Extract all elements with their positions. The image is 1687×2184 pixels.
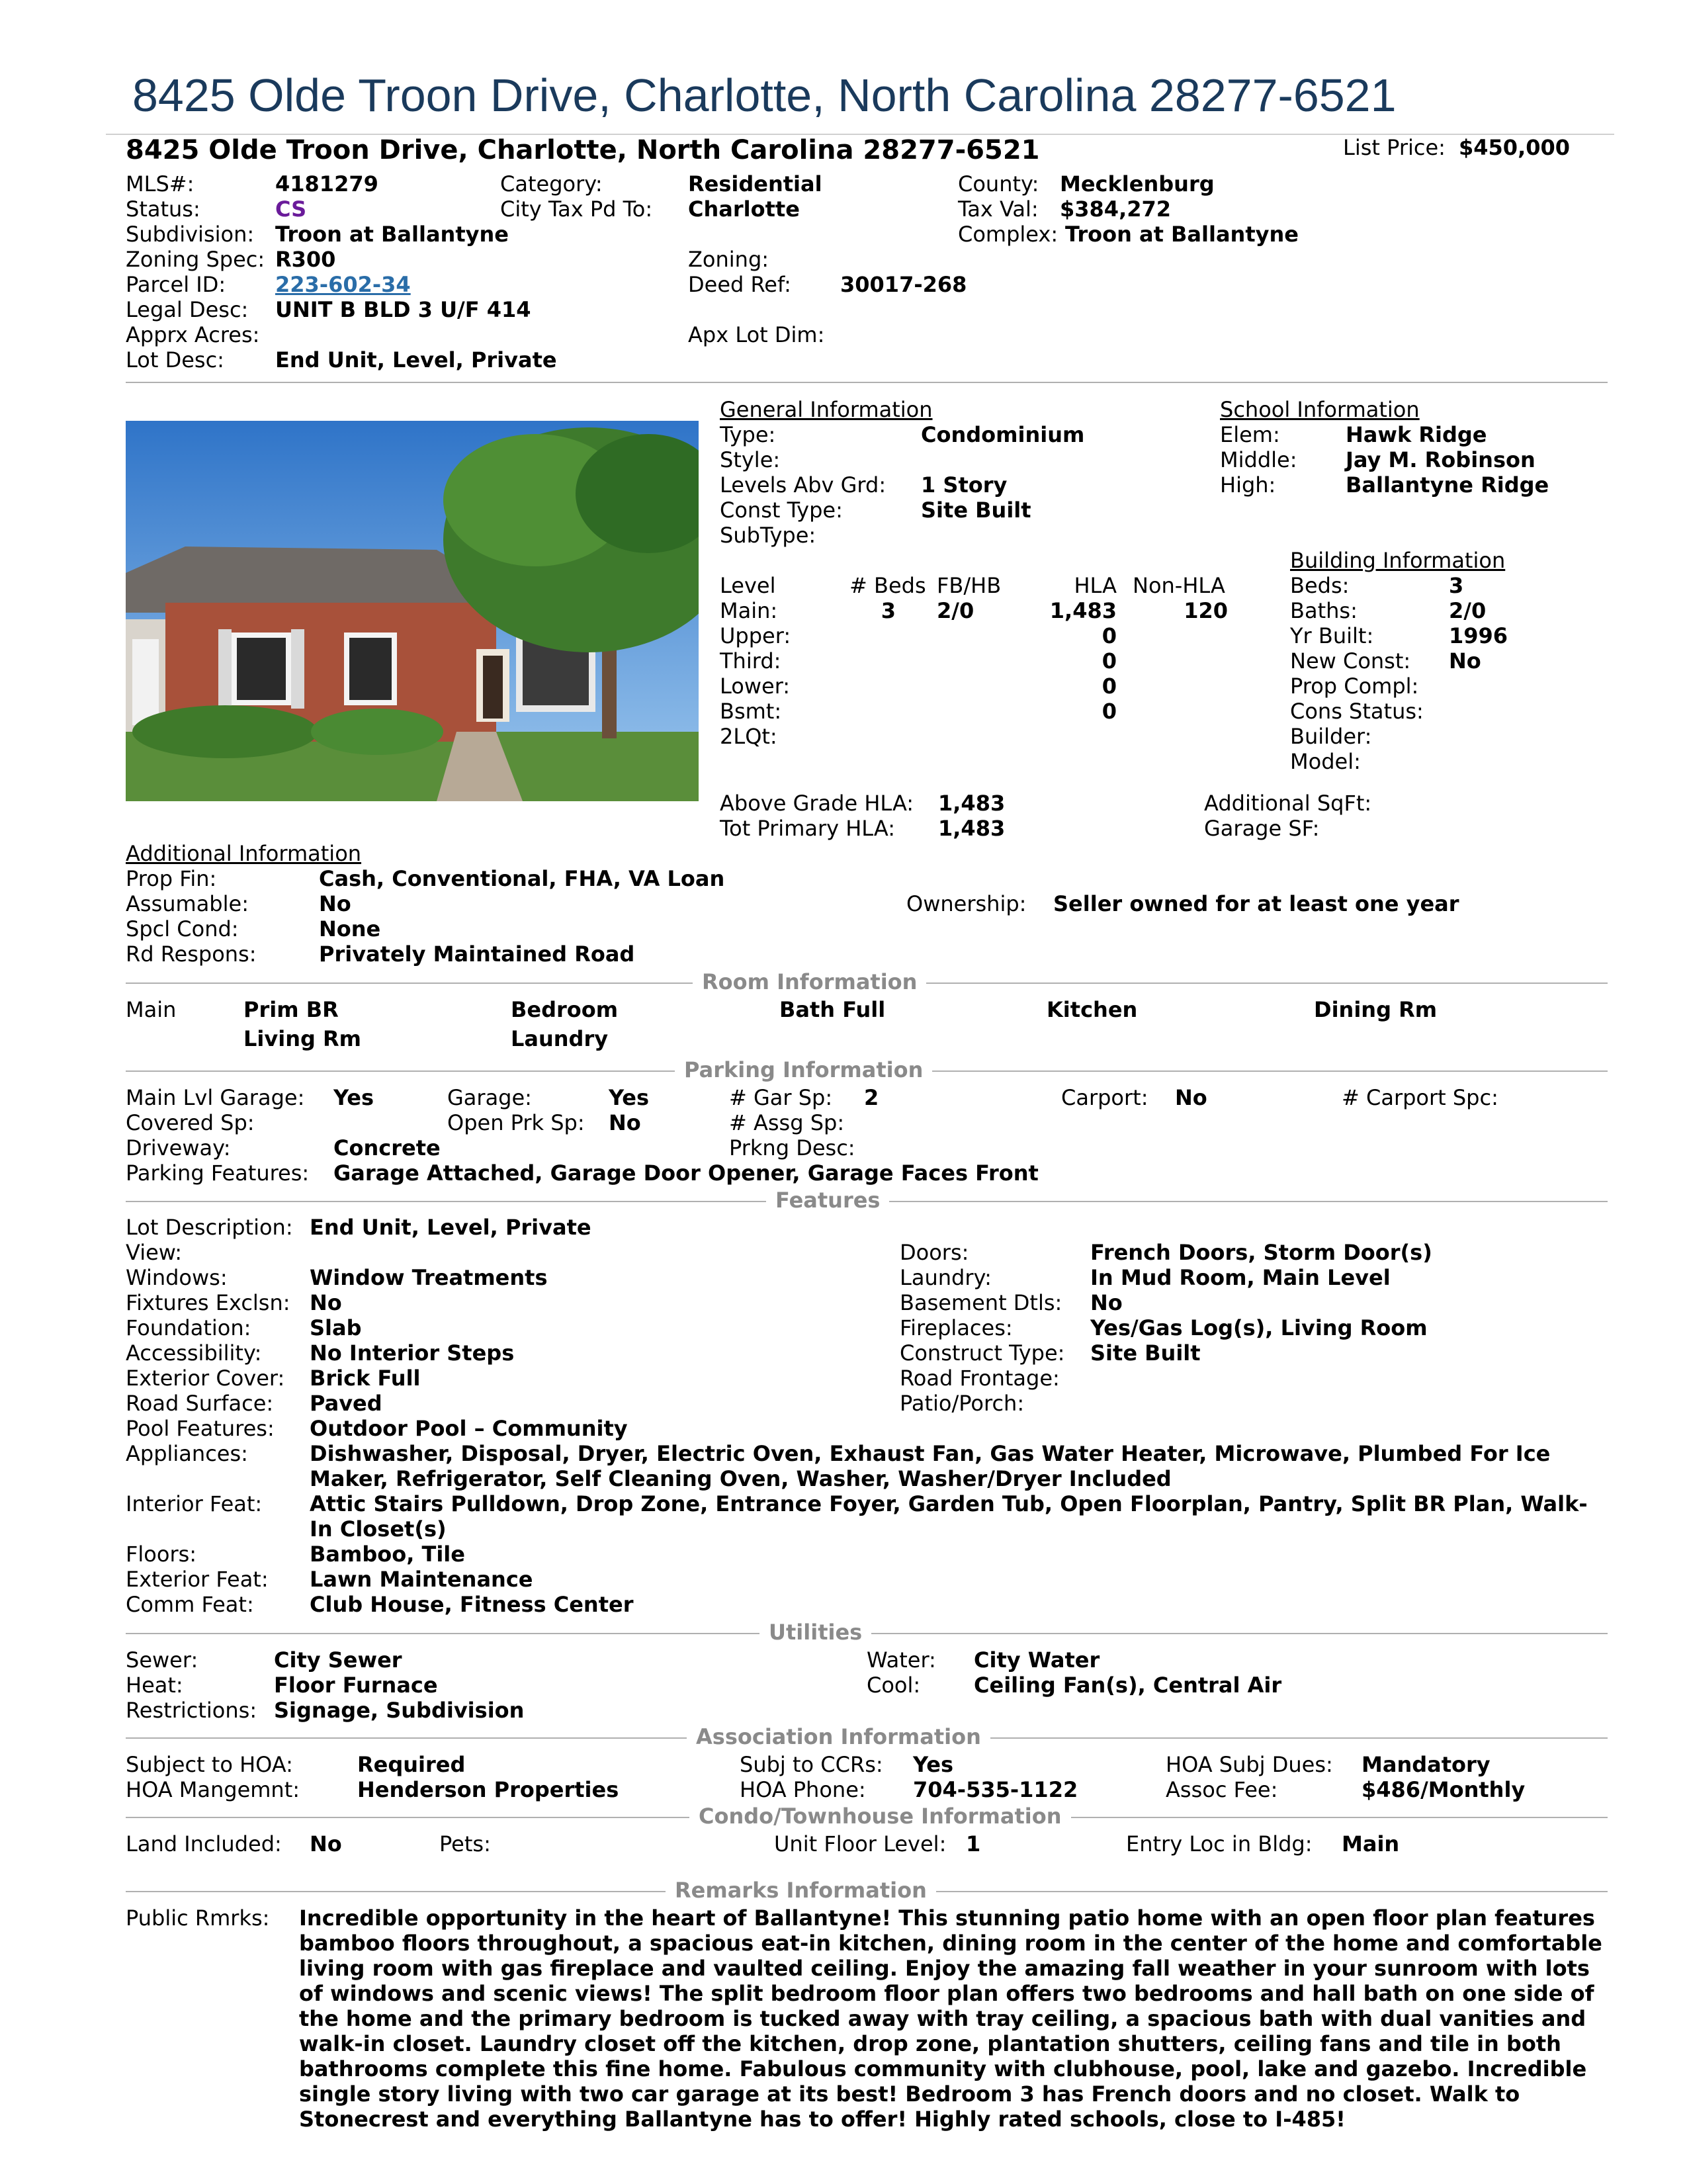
level-row-hla: 0 (1102, 648, 1117, 674)
floors-label: Floors: (126, 1542, 197, 1567)
builder-label: Builder: (1290, 724, 1372, 749)
bldg-baths-label: Baths: (1290, 598, 1358, 623)
high-value: Ballantyne Ridge (1346, 472, 1549, 498)
level-row-beds: 3 (881, 598, 896, 623)
const-type-label: Const Type: (720, 498, 843, 523)
lot-description-value: End Unit, Level, Private (310, 1215, 591, 1240)
level-row-hla: 0 (1102, 623, 1117, 648)
cool-label: Cool: (867, 1673, 921, 1698)
const-type-value: Site Built (921, 498, 1031, 523)
hoa-mgmt-label: HOA Mangemnt: (126, 1777, 300, 1802)
zoning-label: Zoning: (688, 247, 769, 272)
heat-label: Heat: (126, 1673, 183, 1698)
level-row-label: Upper: (720, 623, 791, 648)
driveway-value: Concrete (333, 1135, 441, 1160)
foundation-value: Slab (310, 1315, 362, 1340)
accessibility-value: No Interior Steps (310, 1340, 515, 1366)
subtype-label: SubType: (720, 523, 816, 548)
address-heading: 8425 Olde Troon Drive, Charlotte, North Carolina 28277-6521 (126, 135, 1040, 165)
cool-value: Ceiling Fan(s), Central Air (974, 1673, 1282, 1698)
acres-label: Apprx Acres: (126, 322, 260, 347)
gar-sp-value: 2 (864, 1085, 879, 1110)
comm-feat-value: Club House, Fitness Center (310, 1592, 634, 1617)
deed-value: 30017-268 (840, 272, 967, 297)
utilities-heading: Utilities (759, 1620, 871, 1645)
driveway-label: Driveway: (126, 1135, 231, 1160)
category-value: Residential (688, 171, 822, 197)
category-label: Category: (500, 171, 603, 197)
new-const-value: No (1449, 648, 1481, 674)
open-prk-value: No (609, 1110, 641, 1135)
middle-value: Jay M. Robinson (1346, 447, 1536, 472)
parcel-id-link[interactable]: 223-602-34 (275, 272, 411, 297)
basement-value: No (1090, 1290, 1123, 1315)
legal-desc-value: UNIT B BLD 3 U/F 414 (275, 297, 531, 322)
assoc-fee-value: $486/Monthly (1362, 1777, 1526, 1802)
building-info-heading: Building Information (1290, 548, 1506, 573)
exterior-feat-label: Exterior Feat: (126, 1567, 269, 1592)
complex-value: Troon at Ballantyne (1065, 222, 1299, 247)
unit-floor-value: 1 (966, 1831, 981, 1856)
carport-spc-label: # Carport Spc: (1342, 1085, 1498, 1110)
levels-value: 1 Story (921, 472, 1008, 498)
fixtures-label: Fixtures Exclsn: (126, 1290, 290, 1315)
elem-label: Elem: (1220, 422, 1280, 447)
view-label: View: (126, 1240, 182, 1265)
high-label: High: (1220, 472, 1276, 498)
assumable-label: Assumable: (126, 891, 249, 916)
subdivision-value: Troon at Ballantyne (275, 222, 509, 247)
elem-value: Hawk Ridge (1346, 422, 1487, 447)
room-item: Bedroom (511, 997, 619, 1022)
level-row-hla: 1,483 (1049, 598, 1117, 623)
entry-loc-label: Entry Loc in Bldg: (1126, 1831, 1313, 1856)
garage-label: Garage: (447, 1085, 532, 1110)
exterior-cover-label: Exterior Cover: (126, 1366, 285, 1391)
features-heading: Features (766, 1188, 889, 1213)
restrictions-value: Signage, Subdivision (274, 1698, 525, 1723)
sewer-value: City Sewer (274, 1647, 402, 1673)
page-title: 8425 Olde Troon Drive, Charlotte, North Carolina 28277-6521 (132, 69, 1397, 121)
nonhla-col-header: Non-HLA (1133, 573, 1225, 598)
exterior-feat-value: Lawn Maintenance (310, 1567, 533, 1592)
list-price-label: List Price: (1343, 135, 1446, 160)
subject-hoa-label: Subject to HOA: (126, 1752, 293, 1777)
county-label: County: (958, 171, 1039, 197)
level-row-hla: 0 (1102, 674, 1117, 699)
doors-value: French Doors, Storm Door(s) (1090, 1240, 1432, 1265)
ownership-value: Seller owned for at least one year (1053, 891, 1459, 916)
gar-sp-label: # Gar Sp: (729, 1085, 833, 1110)
interior-feat-label: Interior Feat: (126, 1491, 263, 1516)
tot-primary-value: 1,483 (938, 816, 1006, 841)
room-item: Kitchen (1047, 997, 1138, 1022)
city-tax-label: City Tax Pd To: (500, 197, 653, 222)
public-remarks-text: Incredible opportunity in the heart of Ballantyne! This stunning patio home with an open floor plan features bamboo floors throughout, a spacious eat-in kitchen, dining room in the center of the home and comfortable living room with gas fireplace and vaulted ceiling. Enjoy the amazing fall weather in your sunroom with lots of windows and scenic views! The split bedroom floor plan offers two bedrooms and hall bath on one side of the home and the primary bedroom is tucked away with tray ceiling, a spacious bath with dual vanities and walk-in closet. Laundry closet off the kitchen, drop zone, plantation shutters, ceiling fans and tile in both bathrooms complete this fine home. Fabulous community with clubhouse, pool, lake and gazebo. Incredible single story living with two car garage at its best! Bedroom 3 has French doors and no closet. Walk to Stonecrest and everything Ballantyne has to offer! Highly rated schools, close to I-485! (299, 1905, 1602, 2132)
tot-primary-label: Tot Primary HLA: (720, 816, 895, 841)
bldg-beds-value: 3 (1449, 573, 1464, 598)
subdivision-label: Subdivision: (126, 222, 255, 247)
road-surface-value: Paved (310, 1391, 382, 1416)
pool-features-label: Pool Features: (126, 1416, 275, 1441)
assoc-fee-label: Assoc Fee: (1166, 1777, 1278, 1802)
laundry-label: Laundry: (900, 1265, 992, 1290)
complex-label: Complex: (958, 222, 1059, 247)
bldg-beds-label: Beds: (1290, 573, 1350, 598)
doors-label: Doors: (900, 1240, 969, 1265)
parking-features-label: Parking Features: (126, 1160, 310, 1186)
level-row-label: Third: (720, 648, 781, 674)
covered-sp-label: Covered Sp: (126, 1110, 255, 1135)
lot-desc-label: Lot Desc: (126, 347, 224, 372)
laundry-value: In Mud Room, Main Level (1090, 1265, 1391, 1290)
prop-fin-value: Cash, Conventional, FHA, VA Loan (319, 866, 725, 891)
road-surface-label: Road Surface: (126, 1391, 274, 1416)
condo-info-heading: Condo/Townhouse Information (689, 1804, 1071, 1829)
summary-divider (126, 382, 1608, 383)
entry-loc-value: Main (1342, 1831, 1400, 1856)
restrictions-label: Restrictions: (126, 1698, 257, 1723)
status-value: CS (275, 197, 307, 222)
water-label: Water: (867, 1647, 936, 1673)
patio-label: Patio/Porch: (900, 1391, 1025, 1416)
new-const-label: New Const: (1290, 648, 1411, 674)
room-item: Laundry (511, 1026, 609, 1051)
interior-feat-value: Attic Stairs Pulldown, Drop Zone, Entrance Foyer, Garden Tub, Open Floorplan, Pantry, Split BR Plan, Walk-In Closet(s) (310, 1491, 1588, 1542)
parking-features-value: Garage Attached, Garage Door Opener, Garage Faces Front (333, 1160, 1039, 1186)
lot-desc-value: End Unit, Level, Private (275, 347, 557, 372)
hoa-phone-value: 704-535-1122 (913, 1777, 1078, 1802)
prop-fin-label: Prop Fin: (126, 866, 217, 891)
carport-value: No (1175, 1085, 1207, 1110)
carport-label: Carport: (1061, 1085, 1148, 1110)
level-col-header: Level (720, 573, 776, 598)
zoning-spec-label: Zoning Spec: (126, 247, 265, 272)
hoa-mgmt-value: Henderson Properties (357, 1777, 619, 1802)
type-label: Type: (720, 422, 776, 447)
level-row-label: 2LQt: (720, 724, 777, 749)
cons-status-label: Cons Status: (1290, 699, 1424, 724)
road-frontage-label: Road Frontage: (900, 1366, 1060, 1391)
mls-label: MLS#: (126, 171, 195, 197)
mls-value: 4181279 (275, 171, 378, 197)
level-row-label: Main: (720, 598, 778, 623)
above-grade-value: 1,483 (938, 791, 1006, 816)
room-item: Prim BR (243, 997, 339, 1022)
appliances-label: Appliances: (126, 1441, 248, 1466)
level-row-hla: 0 (1102, 699, 1117, 724)
style-label: Style: (720, 447, 781, 472)
zoning-spec-value: R300 (275, 247, 336, 272)
hoa-phone-label: HOA Phone: (740, 1777, 866, 1802)
association-info-heading: Association Information (687, 1724, 990, 1749)
legal-desc-label: Legal Desc: (126, 297, 249, 322)
main-garage-label: Main Lvl Garage: (126, 1085, 305, 1110)
bldg-baths-value: 2/0 (1449, 598, 1487, 623)
fixtures-value: No (310, 1290, 342, 1315)
parking-info-heading: Parking Information (675, 1057, 932, 1082)
yr-built-label: Yr Built: (1290, 623, 1374, 648)
rd-respons-label: Rd Respons: (126, 941, 257, 967)
beds-col-header: # Beds (849, 573, 926, 598)
heat-value: Floor Furnace (274, 1673, 438, 1698)
additional-sqft-label: Additional SqFt: (1204, 791, 1372, 816)
subject-hoa-value: Required (357, 1752, 466, 1777)
comm-feat-label: Comm Feat: (126, 1592, 254, 1617)
appliances-value: Dishwasher, Disposal, Dryer, Electric Oven, Exhaust Fan, Gas Water Heater, Microwave, Plumbed For Ice Maker, Refrigerator, Self Cleaning Oven, Washer, Washer/Dryer Included (310, 1441, 1551, 1491)
fireplaces-label: Fireplaces: (900, 1315, 1013, 1340)
fbhb-col-header: FB/HB (937, 573, 1002, 598)
pets-label: Pets: (439, 1831, 491, 1856)
construct-type-value: Site Built (1090, 1340, 1201, 1366)
city-tax-value: Charlotte (688, 197, 800, 222)
spcl-cond-label: Spcl Cond: (126, 916, 239, 941)
hoa-dues-label: HOA Subj Dues: (1166, 1752, 1333, 1777)
sewer-label: Sewer: (126, 1647, 198, 1673)
room-info-heading: Room Information (693, 969, 926, 994)
status-label: Status: (126, 197, 200, 222)
garage-value: Yes (609, 1085, 649, 1110)
tax-val-label: Tax Val: (958, 197, 1039, 222)
level-row-nonhla: 120 (1184, 598, 1228, 623)
main-garage-value: Yes (333, 1085, 374, 1110)
level-row-label: Lower: (720, 674, 791, 699)
hoa-dues-value: Mandatory (1362, 1752, 1491, 1777)
hla-col-header: HLA (1074, 573, 1117, 598)
exterior-cover-value: Brick Full (310, 1366, 421, 1391)
room-level-label: Main (126, 997, 177, 1022)
open-prk-label: Open Prk Sp: (447, 1110, 585, 1135)
basement-label: Basement Dtls: (900, 1290, 1062, 1315)
ownership-label: Ownership: (906, 891, 1027, 916)
above-grade-label: Above Grade HLA: (720, 791, 914, 816)
property-photo (126, 421, 699, 801)
middle-label: Middle: (1220, 447, 1297, 472)
spcl-cond-value: None (319, 916, 381, 941)
remarks-info-heading: Remarks Information (666, 1878, 936, 1903)
public-remarks-label: Public Rmrks: (126, 1905, 270, 1931)
model-label: Model: (1290, 749, 1361, 774)
assg-sp-label: # Assg Sp: (729, 1110, 845, 1135)
land-included-value: No (310, 1831, 342, 1856)
room-item: Living Rm (243, 1026, 361, 1051)
parcel-label: Parcel ID: (126, 272, 226, 297)
school-info-heading: School Information (1220, 397, 1420, 422)
fireplaces-value: Yes/Gas Log(s), Living Room (1090, 1315, 1428, 1340)
yr-built-value: 1996 (1449, 623, 1508, 648)
room-item: Bath Full (779, 997, 886, 1022)
garage-sf-label: Garage SF: (1204, 816, 1320, 841)
rd-respons-value: Privately Maintained Road (319, 941, 635, 967)
level-row-label: Bsmt: (720, 699, 782, 724)
construct-type-label: Construct Type: (900, 1340, 1065, 1366)
ccrs-value: Yes (913, 1752, 953, 1777)
county-value: Mecklenburg (1060, 171, 1215, 197)
accessibility-label: Accessibility: (126, 1340, 262, 1366)
floors-value: Bamboo, Tile (310, 1542, 465, 1567)
lot-description-label: Lot Description: (126, 1215, 293, 1240)
list-price: $450,000 (1459, 135, 1571, 160)
room-item: Dining Rm (1314, 997, 1438, 1022)
tax-val-value: $384,272 (1060, 197, 1172, 222)
water-value: City Water (974, 1647, 1100, 1673)
windows-value: Window Treatments (310, 1265, 548, 1290)
prop-compl-label: Prop Compl: (1290, 674, 1419, 699)
assumable-value: No (319, 891, 351, 916)
deed-label: Deed Ref: (688, 272, 791, 297)
foundation-label: Foundation: (126, 1315, 251, 1340)
lot-dim-label: Apx Lot Dim: (688, 322, 825, 347)
pool-features-value: Outdoor Pool – Community (310, 1416, 628, 1441)
prkng-desc-label: Prkng Desc: (729, 1135, 855, 1160)
unit-floor-label: Unit Floor Level: (774, 1831, 947, 1856)
level-row-fbhb: 2/0 (937, 598, 974, 623)
ccrs-label: Subj to CCRs: (740, 1752, 883, 1777)
levels-label: Levels Abv Grd: (720, 472, 887, 498)
windows-label: Windows: (126, 1265, 228, 1290)
land-included-label: Land Included: (126, 1831, 282, 1856)
additional-info-heading: Additional Information (126, 841, 362, 866)
type-value: Condominium (921, 422, 1085, 447)
general-info-heading: General Information (720, 397, 933, 422)
